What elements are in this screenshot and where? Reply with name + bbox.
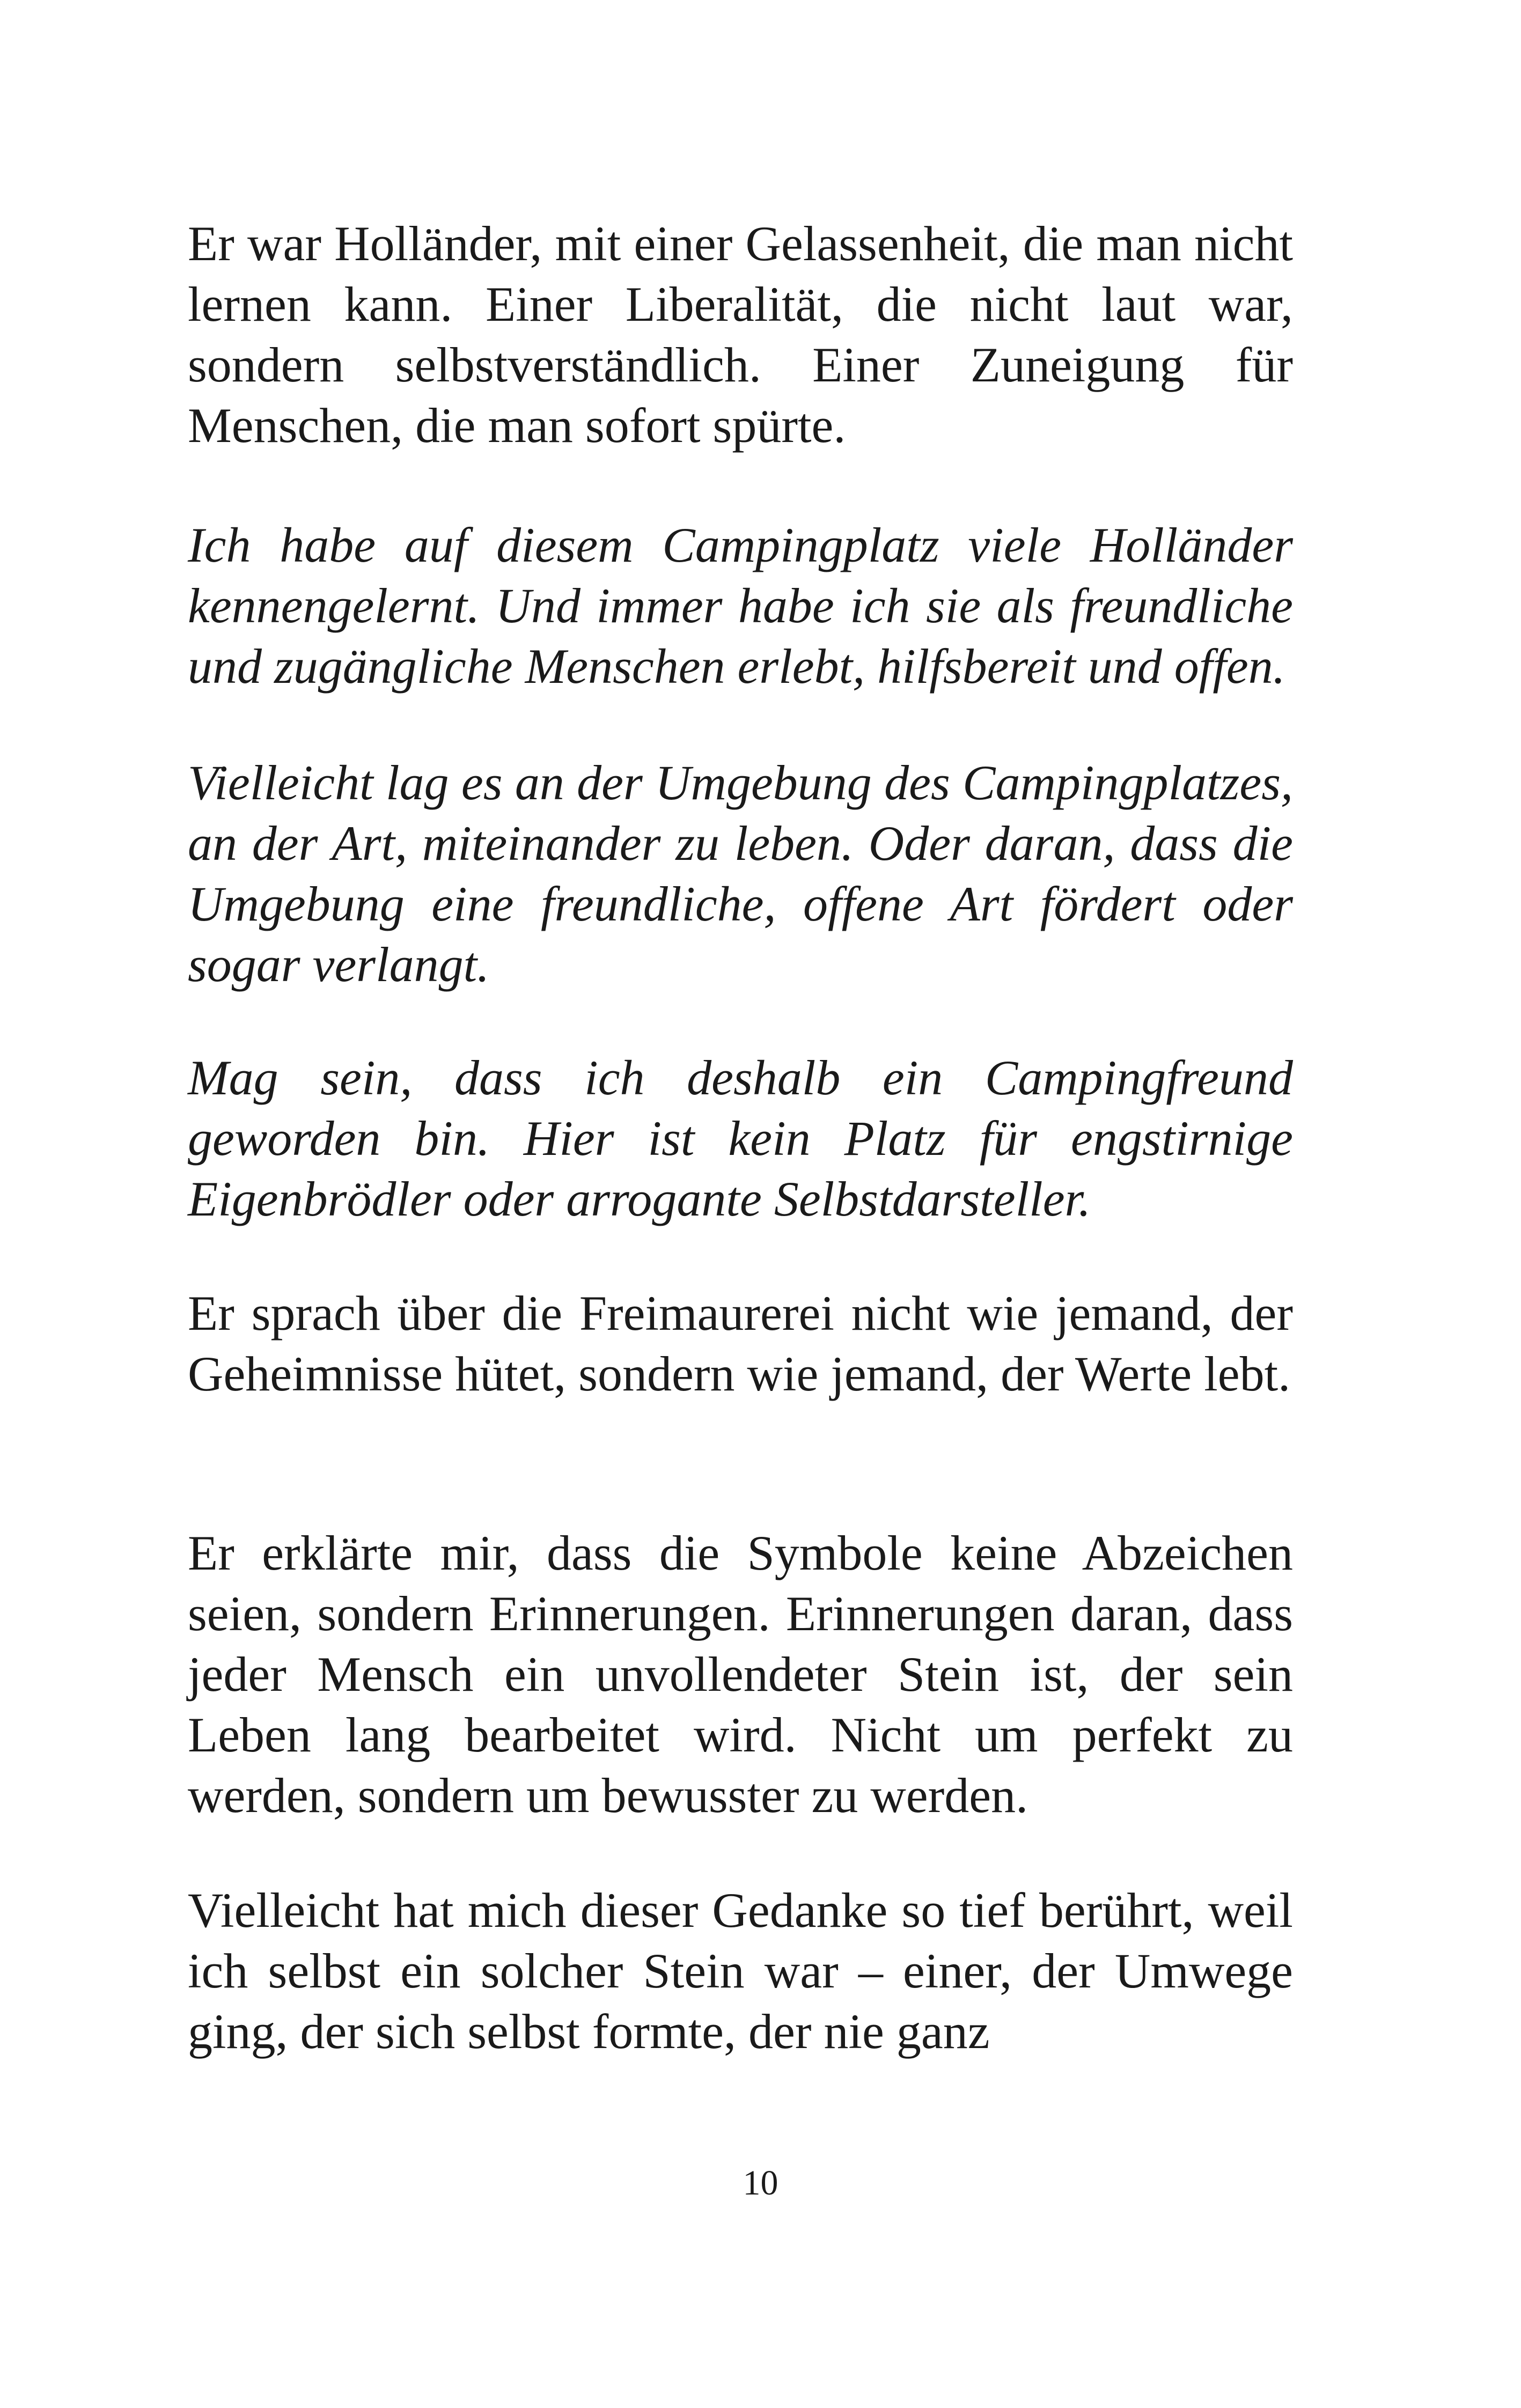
paragraph-4-italic: Mag sein, dass ich deshalb ein Campingfreund geworden bin. Hier ist kein Platz für engstirnige Eigenbrödler oder arrogante Selbstdarsteller. bbox=[188, 1050, 1293, 1226]
paragraph-2-italic: Ich habe auf diesem Campingplatz viele Holländer kennengelernt. Und immer habe ich sie als freundliche und zugängliche Menschen erlebt, hilfsbereit und offen. bbox=[188, 518, 1293, 694]
paragraph-6: Er erklärte mir, dass die Symbole keine Abzeichen seien, sondern Erinnerungen. Erinnerungen daran, dass jeder Mensch ein unvollendeter Stein ist, der sein Leben lang bearbeitet wird. Nicht um perfekt zu werden, sondern um bewusster zu werden. bbox=[188, 1526, 1293, 1823]
paragraph-5: Er sprach über die Freimaurerei nicht wie jemand, der Geheimnisse hütet, sondern wie jemand, der Werte lebt. bbox=[188, 1286, 1293, 1401]
page-number: 10 bbox=[743, 2163, 778, 2203]
paragraph-3-italic: Vielleicht lag es an der Umgebung des Campingplatzes, an der Art, miteinander zu leben. Oder daran, dass die Umgebung eine freundliche, offene Art fördert oder sogar verlangt. bbox=[188, 755, 1293, 992]
paragraph-1: Er war Holländer, mit einer Gelassenheit, die man nicht lernen kann. Einer Liberalität, die nicht laut war, sondern selbstverständlich. Einer Zuneigung für Menschen, die man sofort spürte. bbox=[188, 216, 1293, 453]
paragraph-7: Vielleicht hat mich dieser Gedanke so tief berührt, weil ich selbst ein solcher Stein war – einer, der Umwege ging, der sich selbst formte, der nie ganz bbox=[188, 1883, 1293, 2059]
